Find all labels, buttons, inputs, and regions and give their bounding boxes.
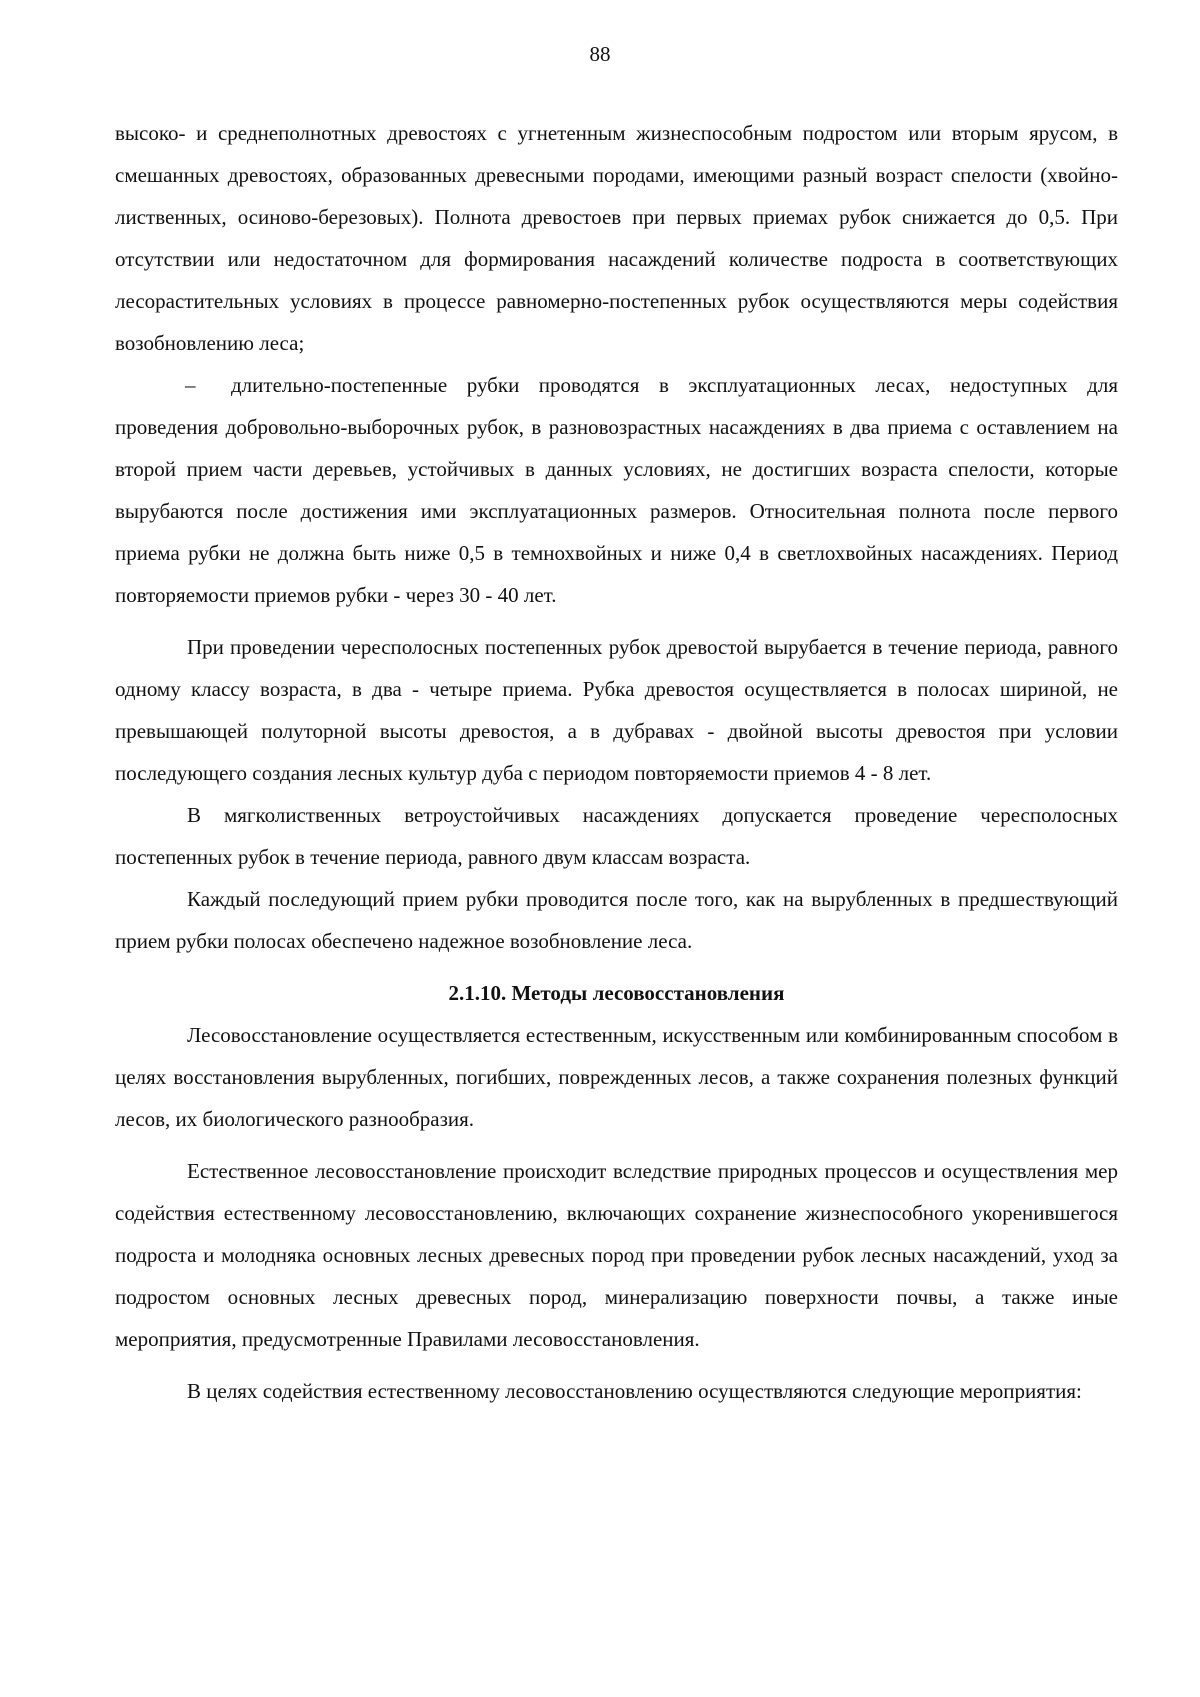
- body-text: [115, 112, 1118, 1412]
- paragraph-natural-reforestation: Естественное лесовосстановление происходит вследствие природных процессов и осуществления мер содействия естественному лесовосстановлению, включающих сохранение жизнеспособного укоренившегося подроста и молодняка основных лесных древесных пород при проведении рубок лесных насаждений, уход за подростом основных лесных древесных пород, минерализацию поверхности почвы, а также иные мероприятия, предусмотренные Правилами лесовосстановления.: [115, 1159, 1118, 1351]
- list-item-long-gradual-cutting: [115, 364, 1118, 616]
- paragraph-reforestation: Лесовосстановление осуществляется естественным, искусственным или комбинированным способом в целях восстановления вырубленных, погибших, поврежденных лесов, а также сохранения полезных функций лесов, их биологического разнообразия.: [115, 1023, 1118, 1131]
- paragraph-continuation: высоко- и среднеполнотных древостоях с угнетенным жизнеспособным подростом или вторым ярусом, в смешанных древостоях, образованных древесными породами, имеющими разный возраст спелости (хвойно-лиственных, осиново-березовых). Полнота древостоев при первых приемах рубок снижается до 0,5. При отсутствии или недостаточном для формирования насаждений количестве подроста в соответствующих лесорастительных условиях в процессе равномерно-постепенных рубок осуществляются меры содействия возобновлению леса;: [115, 121, 1118, 355]
- paragraph-softwood-stands: В мягколиственных ветроустойчивых насаждениях допускается проведение чересполосных постепенных рубок в течение периода, равного двум классам возраста.: [115, 803, 1118, 869]
- page-number: 88: [589, 42, 611, 66]
- paragraph-measures-intro: В целях содействия естественному лесовосстановлению осуществляются следующие мероприятия:: [187, 1379, 1082, 1403]
- paragraph-strip-cutting: При проведении чересполосных постепенных рубок древостой вырубается в течение периода, равного одному классу возраста, в два - четыре приема. Рубка древостоя осуществляется в полосах шириной, не превышающей полуторной высоты древостоя, а в дубравах - двойной высоты древостоя при условии последующего создания лесных культур дуба с периодом повторяемости приемов 4 - 8 лет.: [115, 635, 1118, 785]
- dash-marker: –: [185, 373, 196, 397]
- paragraph-next-cutting: Каждый последующий прием рубки проводится после того, как на вырубленных в предшествующий прием рубки полосах обеспечено надежное возобновление леса.: [115, 887, 1118, 953]
- list-item-text: длительно-постепенные рубки проводятся в эксплуатационных лесах, недоступных для проведения добровольно-выборочных рубок, в разновозрастных насаждениях в два приема с оставлением на второй прием части деревьев, устойчивых в данных условиях, не достигших возраста спелости, которые вырубаются после достижения ими эксплуатационных размеров. Относительная полнота после первого приема рубки не должна быть ниже 0,5 в темнохвойных и ниже 0,4 в светлохвойных насаждениях. Период повторяемости приемов рубки - через 30 - 40 лет.: [115, 373, 1118, 607]
- section-heading: 2.1.10. Методы лесовосстановления: [448, 981, 785, 1005]
